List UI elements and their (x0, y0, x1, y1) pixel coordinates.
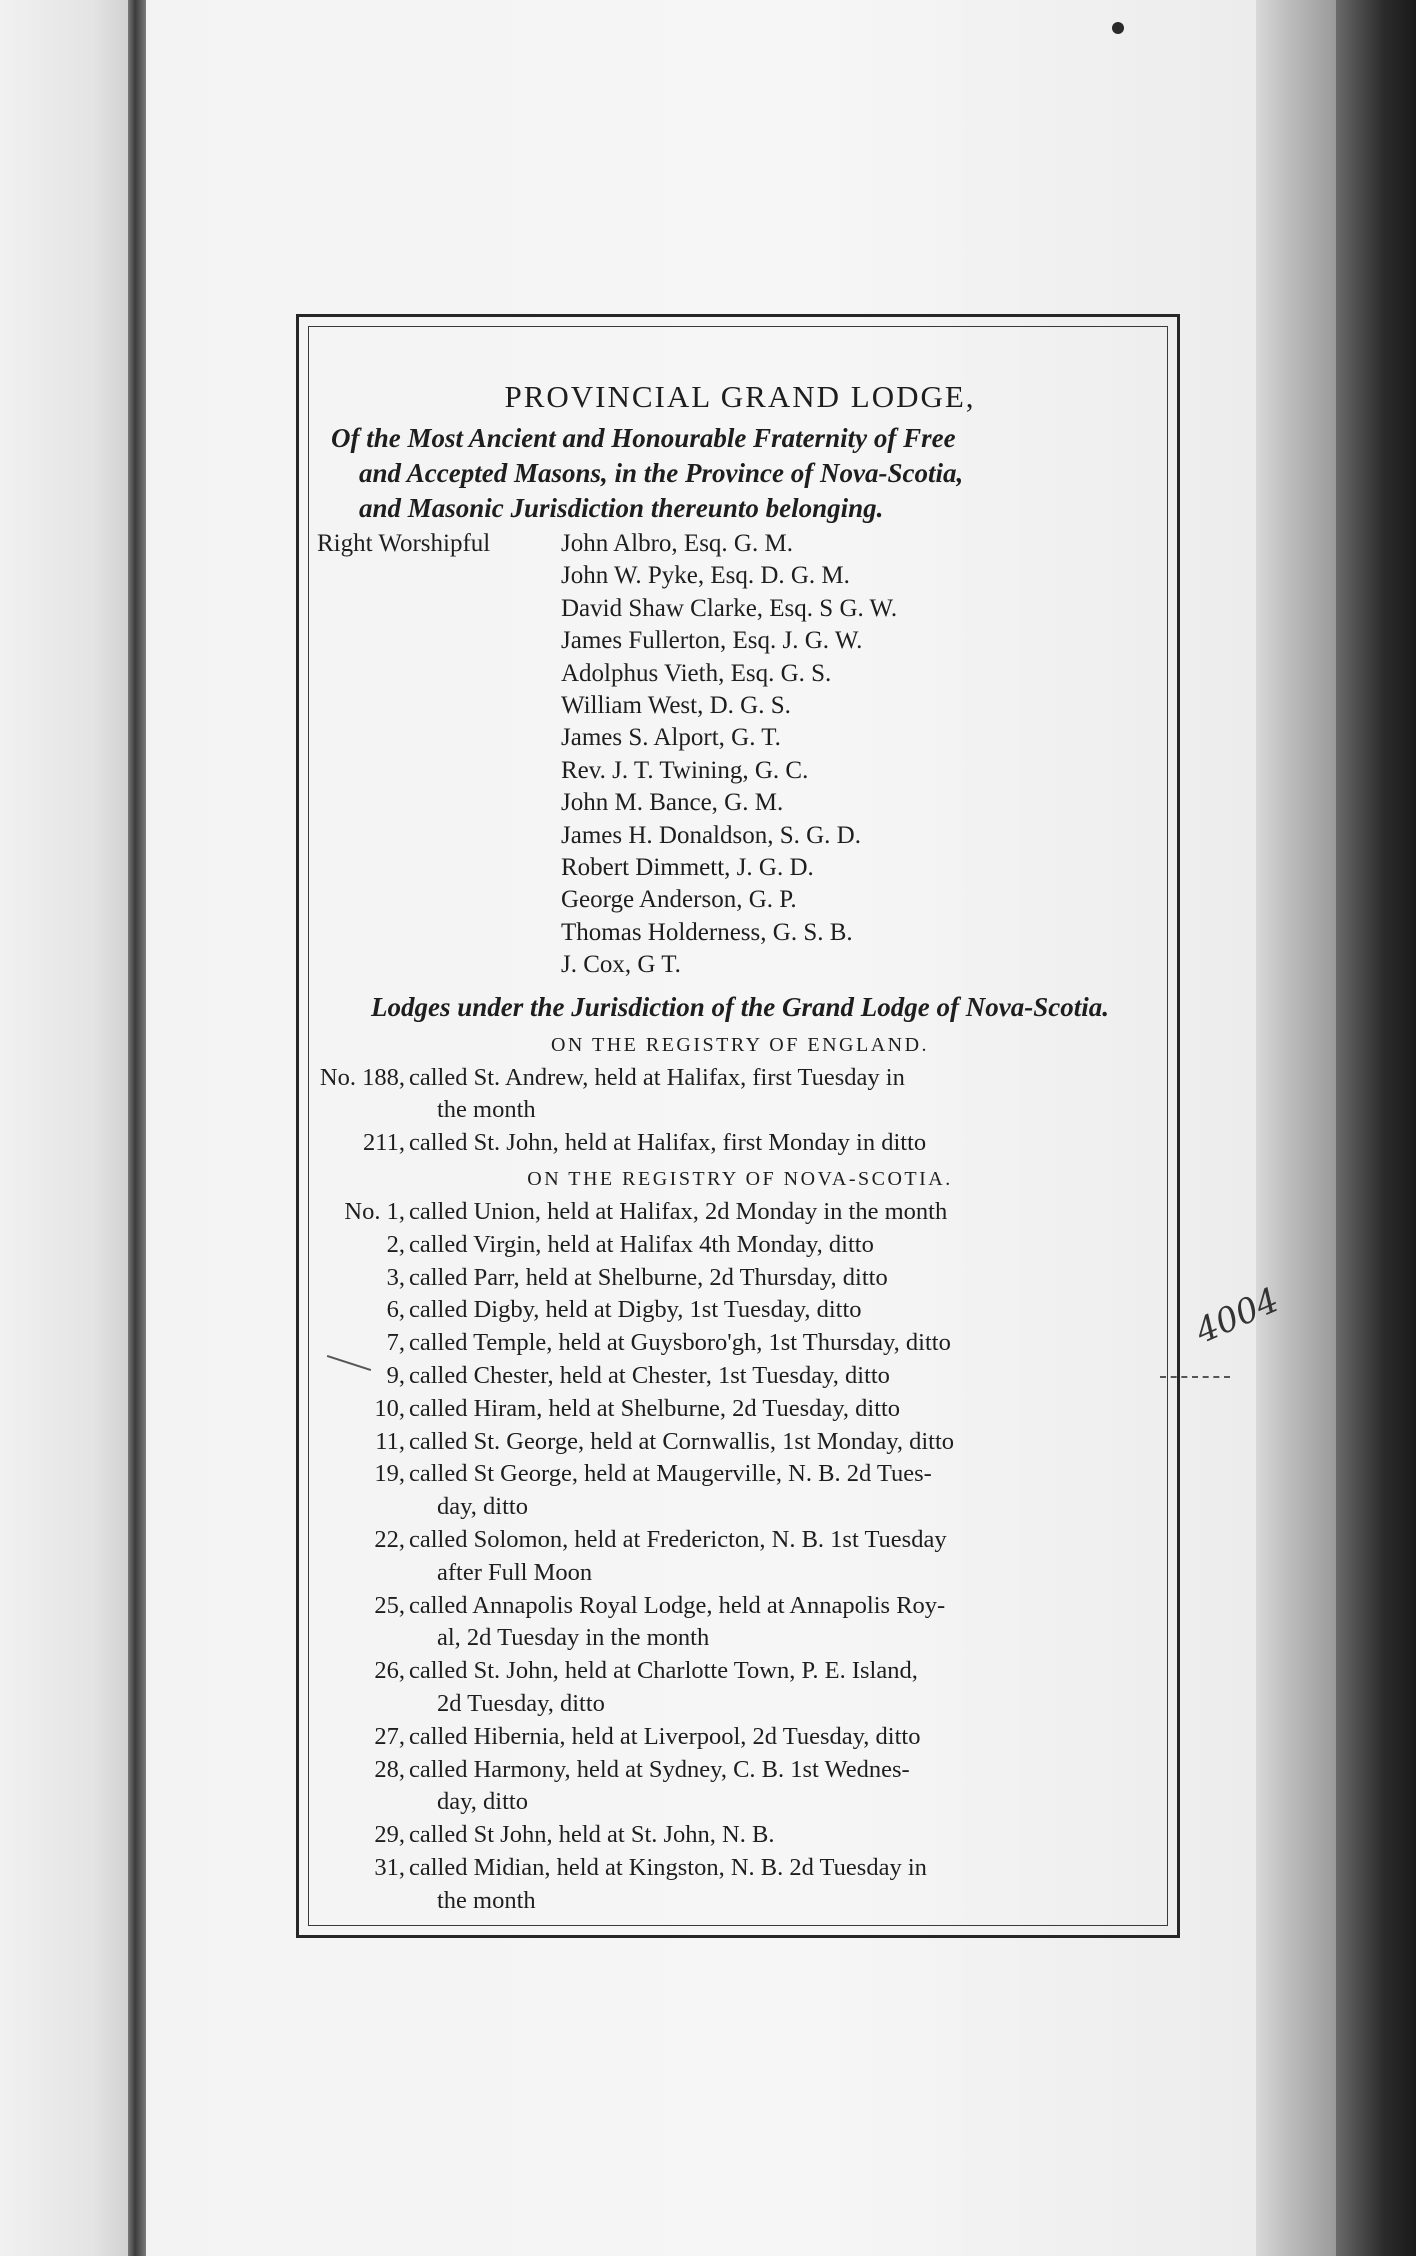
lodge-text: called Midian, held at Kingston, N. B. 2d Tuesday in (409, 1854, 927, 1882)
officer-row (331, 787, 1149, 819)
lodge-entry (317, 1655, 1149, 1721)
lodge-number: 2, (386, 1230, 405, 1258)
officer-row (331, 755, 1149, 787)
subtitle-line: and Masonic Jurisdiction thereunto belonging. (359, 493, 884, 523)
document-subtitle (331, 421, 1149, 526)
lodge-number: 11, (375, 1427, 405, 1455)
officer-name: David Shaw Clarke, Esq. S G. W. (561, 594, 898, 622)
officer-name: Rev. J. T. Twining, G. C. (561, 756, 809, 784)
document-title: PROVINCIAL GRAND LODGE, (504, 379, 976, 414)
officer-row (331, 690, 1149, 722)
lodge-text: called St. John, held at Charlotte Town, P. E. Island, (409, 1657, 918, 1685)
officer-name: Adolphus Vieth, Esq. G. S. (561, 659, 832, 687)
lodge-text: called Parr, held at Shelburne, 2d Thursday, ditto (409, 1263, 888, 1291)
lodge-text-continued: the month (437, 1886, 536, 1914)
handwritten-margin-note: 4004 (1189, 1280, 1285, 1352)
officer-row (331, 625, 1149, 657)
lodge-number: 19, (374, 1460, 405, 1488)
lodge-text: called Harmony, held at Sydney, C. B. 1st Wednes- (409, 1755, 910, 1783)
lodge-entry (317, 1426, 1149, 1459)
officer-name: John W. Pyke, Esq. D. G. M. (561, 562, 850, 590)
lodge-number: 25, (374, 1591, 405, 1619)
officer-name: William West, D. G. S. (561, 692, 791, 720)
lodge-number: No. 1, (344, 1198, 405, 1226)
officer-name: J. Cox, G T. (561, 951, 681, 979)
lodge-text-continued: al, 2d Tuesday in the month (437, 1624, 710, 1652)
officer-name: John M. Bance, G. M. (561, 789, 784, 817)
lodge-text: called Solomon, held at Fredericton, N. B. 1st Tuesday (409, 1526, 947, 1554)
lodge-number: 26, (374, 1657, 405, 1685)
lodge-entry (317, 1754, 1149, 1820)
lodge-text: called Hiram, held at Shelburne, 2d Tuesday, ditto (409, 1394, 901, 1422)
officer-name: Robert Dimmett, J. G. D. (561, 854, 814, 882)
lodge-text: called Digby, held at Digby, 1st Tuesday, ditto (409, 1296, 862, 1324)
bordered-text-frame (296, 314, 1180, 1938)
lodge-entry (317, 1196, 1149, 1229)
officer-row (331, 722, 1149, 754)
officer-row (331, 658, 1149, 690)
lodge-text: called St. John, held at Halifax, first Monday in ditto (409, 1129, 927, 1157)
lodge-text: called St John, held at St. John, N. B. (409, 1821, 775, 1849)
officer-name: James S. Alport, G. T. (561, 724, 781, 752)
frame-content (308, 326, 1168, 1926)
lodge-text-continued: day, ditto (437, 1788, 528, 1816)
pencil-mark (1160, 1376, 1230, 1378)
officer-row (317, 528, 1149, 560)
lodge-text: called St. George, held at Cornwallis, 1st Monday, ditto (409, 1427, 955, 1455)
officer-row (331, 560, 1149, 592)
lodge-number: 22, (374, 1526, 405, 1554)
lodge-entry (317, 1229, 1149, 1262)
officer-row (331, 593, 1149, 625)
registry-nova-scotia-heading: ON THE REGISTRY OF NOVA-SCOTIA. (527, 1168, 953, 1191)
lodge-number: 28, (374, 1755, 405, 1783)
lodge-number: 29, (374, 1821, 405, 1849)
officer-row (331, 852, 1149, 884)
officers-list (317, 528, 1149, 982)
officer-name: John Albro, Esq. G. M. (561, 530, 793, 557)
facing-page-edge (0, 0, 132, 2256)
lodge-entry (317, 1721, 1149, 1754)
lodge-text: called Annapolis Royal Lodge, held at Annapolis Roy- (409, 1591, 946, 1619)
subtitle-line: and Accepted Masons, in the Province of Nova-Scotia, (359, 458, 964, 488)
lodge-text: called Union, held at Halifax, 2d Monday in the month (409, 1198, 948, 1226)
page-edge-shadow (1256, 0, 1336, 2256)
lodge-entry (317, 1458, 1149, 1524)
lodge-entry (317, 1852, 1149, 1918)
lodge-entry (317, 1360, 1149, 1393)
ink-spot (1112, 22, 1124, 34)
lodge-number: 10, (374, 1394, 405, 1422)
lodge-number: 6, (386, 1296, 405, 1324)
lodge-number: No. 188, (319, 1063, 405, 1091)
officer-row (331, 884, 1149, 916)
officer-row (331, 820, 1149, 852)
lodge-number: 7, (386, 1329, 405, 1357)
officers-prefix: Right Worshipful (317, 530, 491, 557)
book-gutter (128, 0, 146, 2256)
lodge-entry (317, 1393, 1149, 1426)
officer-name: James H. Donaldson, S. G. D. (561, 821, 861, 849)
lodge-text-continued: after Full Moon (437, 1558, 593, 1586)
lodge-number: 27, (374, 1722, 405, 1750)
lodge-text-continued: the month (437, 1096, 536, 1124)
lodge-entry (317, 1590, 1149, 1656)
lodge-text: called St. Andrew, held at Halifax, first Tuesday in (409, 1063, 905, 1091)
lodge-text: called Hibernia, held at Liverpool, 2d Tuesday, ditto (409, 1722, 921, 1750)
lodge-number: 211, (363, 1129, 405, 1157)
lodge-number: 9, (386, 1362, 405, 1390)
lodge-entry (317, 1524, 1149, 1590)
lodge-number: 31, (374, 1854, 405, 1882)
lodge-text: called Chester, held at Chester, 1st Tuesday, ditto (409, 1362, 890, 1390)
lodge-entry (317, 1294, 1149, 1327)
officer-row (331, 949, 1149, 981)
nova-scotia-lodge-list (331, 1196, 1149, 1918)
lodge-text: called Temple, held at Guysboro'gh, 1st Thursday, ditto (409, 1329, 951, 1357)
officer-name: Thomas Holderness, G. S. B. (561, 918, 853, 946)
lodge-text-continued: 2d Tuesday, ditto (437, 1690, 605, 1718)
lodge-text-continued: day, ditto (437, 1493, 528, 1521)
lodge-entry (317, 1327, 1149, 1360)
officer-name: James Fullerton, Esq. J. G. W. (561, 627, 863, 655)
lodge-text: called Virgin, held at Halifax 4th Monday, ditto (409, 1230, 874, 1258)
officer-name: George Anderson, G. P. (561, 886, 797, 914)
england-lodge-list (319, 1062, 1149, 1160)
book-cover-edge (1336, 0, 1416, 2256)
lodge-entry (317, 1819, 1149, 1852)
officer-row (331, 917, 1149, 949)
subtitle-line: Of the Most Ancient and Honourable Fraternity of Free (331, 423, 956, 453)
lodge-text: called St George, held at Maugerville, N. B. 2d Tues- (409, 1460, 932, 1488)
lodge-number: 3, (386, 1263, 405, 1291)
lodge-entry (317, 1062, 1149, 1128)
lodge-entry (317, 1262, 1149, 1295)
lodge-entry (317, 1127, 1149, 1160)
lodges-heading: Lodges under the Jurisdiction of the Grand Lodge of Nova-Scotia. (370, 991, 1109, 1022)
registry-england-heading: ON THE REGISTRY OF ENGLAND. (550, 1033, 930, 1056)
